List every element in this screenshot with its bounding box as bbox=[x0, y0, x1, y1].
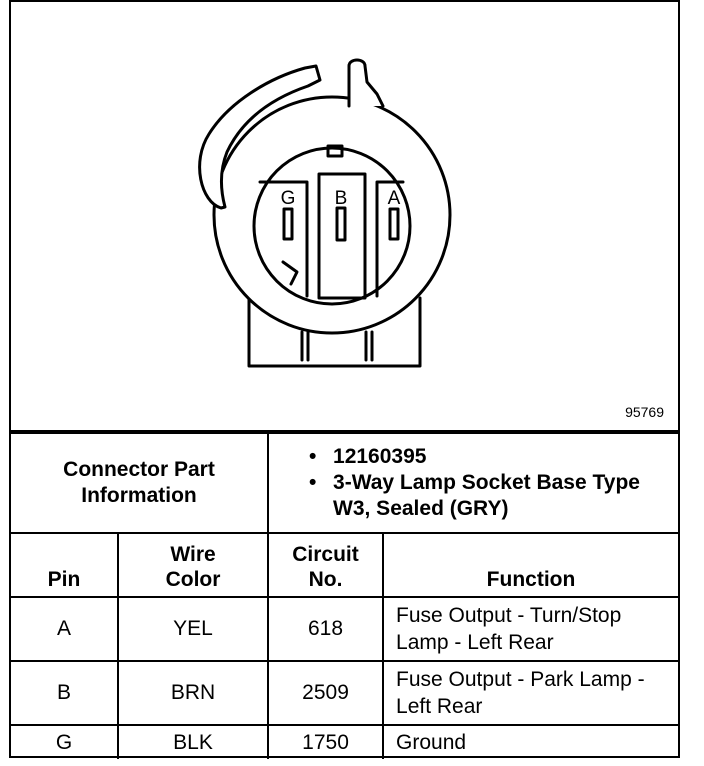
pin-label-g: G bbox=[280, 188, 296, 209]
circuit-cell: 1750 bbox=[268, 725, 383, 759]
pin-cell: G bbox=[11, 725, 118, 759]
connector-table bbox=[11, 432, 678, 759]
header-function: Function bbox=[383, 533, 678, 597]
wire-color-cell: BLK bbox=[118, 725, 268, 759]
table-row bbox=[11, 725, 678, 759]
part-description: 3-Way Lamp Socket Base Type W3, Sealed (GRY) bbox=[333, 471, 640, 520]
table-row bbox=[11, 661, 678, 725]
function-cell: Fuse Output - Park Lamp - Left Rear bbox=[383, 661, 678, 725]
connector-part-info: • 12160395 • 3-Way Lamp Socket Base Type W3, Sealed (GRY) bbox=[268, 433, 678, 533]
wire-color-cell: YEL bbox=[118, 597, 268, 661]
header-circuit-no: Circuit No. bbox=[268, 533, 383, 597]
pin-cell: A bbox=[11, 597, 118, 661]
pin-cell: B bbox=[11, 661, 118, 725]
wire-color-cell: BRN bbox=[118, 661, 268, 725]
connector-part-info-label: Connector Part Information bbox=[11, 433, 268, 533]
circuit-cell: 2509 bbox=[268, 661, 383, 725]
function-cell: Ground bbox=[383, 725, 678, 759]
header-wire-color: Wire Color bbox=[118, 533, 268, 597]
connector-drawing bbox=[11, 2, 678, 430]
circuit-cell: 618 bbox=[268, 597, 383, 661]
pin-label-a: A bbox=[387, 188, 401, 209]
function-cell: Fuse Output - Turn/Stop Lamp - Left Rear bbox=[383, 597, 678, 661]
connector-frame bbox=[9, 0, 680, 758]
part-number: 12160395 bbox=[333, 445, 427, 468]
figure-number: 95769 bbox=[625, 404, 664, 420]
table-row bbox=[11, 597, 678, 661]
connector-diagram bbox=[11, 2, 678, 432]
pin-label-b: B bbox=[334, 188, 348, 209]
header-pin: Pin bbox=[11, 533, 118, 597]
